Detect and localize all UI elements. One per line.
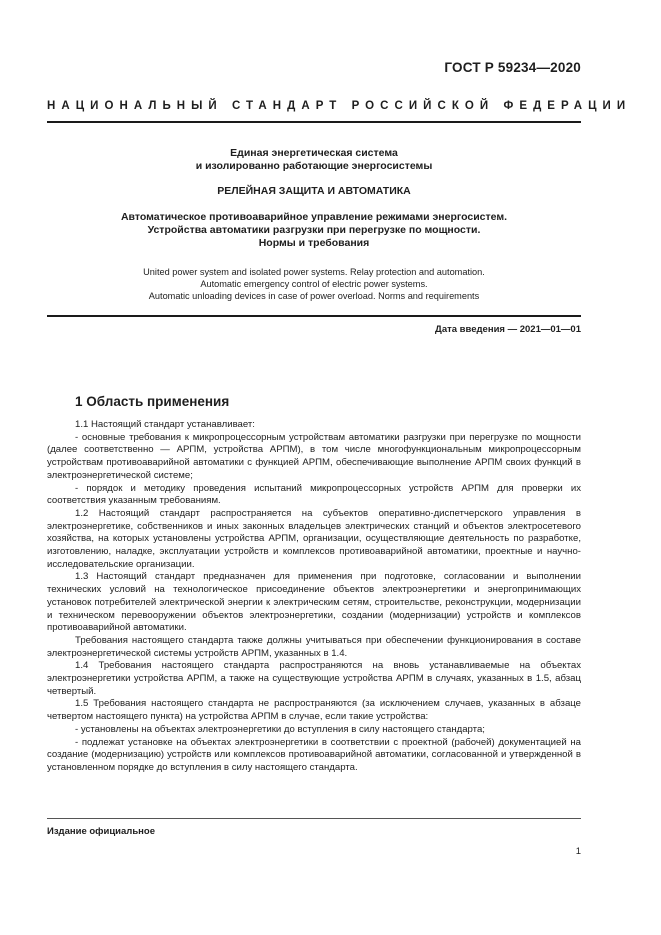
english-title	[47, 266, 581, 302]
top-divider	[47, 121, 581, 123]
paragraph: - основные требования к микропроцессорным устройствам автоматики разгрузки при перегрузке по мощности (далее соответственно — АРПМ, устройства АРПМ), в том числе многофункциональным микропроцессорным устройствам противоаварийной автоматики с функцией АРПМ, обеспечивающие выполнение АРПМ своих функций в электроэнергетической системе;	[47, 431, 581, 481]
paragraph: - подлежат установке на объектах электроэнергетики в соответствии с проектной (рабочей) документацией на создание (модернизацию) устройств или комплексов противоаварийной автоматики, согласованной и утвержденной в установленном порядке до вступления в силу настоящего стандарта.	[47, 736, 581, 773]
english-title-line: United power system and isolated power systems. Relay protection and automation.	[143, 267, 485, 277]
system-title-line: и изолированно работающие энергосистемы	[195, 160, 433, 172]
footer-divider	[47, 818, 581, 819]
subtitle-line: Нормы и требования	[258, 237, 370, 249]
subtitle-line: Автоматическое противоаварийное управление режимами энергосистем.	[120, 211, 508, 223]
introduction-date: Дата введения — 2021—01—01	[435, 324, 581, 335]
national-standard-title: НАЦИОНАЛЬНЫЙ СТАНДАРТ РОССИЙСКОЙ ФЕДЕРАЦИИ	[47, 100, 632, 112]
official-edition-label: Издание официальное	[47, 826, 155, 837]
paragraph: - порядок и методику проведения испытаний микропроцессорных устройств АРПМ для проверки их соответствия указанным требованиям.	[47, 482, 581, 507]
section-body	[47, 419, 581, 775]
english-title-line: Automatic emergency control of electric power systems.	[200, 279, 428, 289]
paragraph: 1.4 Требования настоящего стандарта распространяются на вновь устанавливаемые на объектах электроэнергетики устройства АРПМ, а также на существующие устройства АРПМ в случаях, указанных в 1.5, абзац четвертый.	[47, 660, 581, 697]
title-divider	[47, 315, 581, 317]
paragraph: - установлены на объектах электроэнергетики до вступления в силу настоящего стандарта;	[75, 723, 485, 735]
document-subtitle	[47, 211, 581, 250]
section-heading: 1 Область применения	[75, 394, 230, 409]
paragraph: 1.3 Настоящий стандарт предназначен для применения при подготовке, согласовании и выполнении технических условий на технологическое присоединение объектов электроэнергетики и энергопринимающих установок потребителей электрической энергии к электрическим сетям, строительстве, реконструкции, модернизации и техническом перевооружении объектов электроэнергетики, создании (модернизации) устройств и комплексов противоаварийной автоматики.	[47, 571, 581, 634]
subtitle-line: Устройства автоматики разгрузки при перегрузке по мощности.	[147, 224, 481, 236]
english-title-line: Automatic unloading devices in case of power overload. Norms and requirements	[148, 291, 480, 301]
paragraph: 1.5 Требования настоящего стандарта не распространяются (за исключением случаев, указанных в абзаце четвертом настоящего пункта) на устройства АРПМ в случае, если такие устройства:	[47, 698, 581, 723]
system-title	[47, 147, 581, 173]
page-number: 1	[575, 846, 581, 857]
paragraph: 1.2 Настоящий стандарт распространяется на субъектов оперативно-диспетчерского управления в электроэнергетике, собственников и иных законных владельцев электрических станций и объектов электросетевого хозяйства, на которых установлены устройства АРПМ, организации, осуществляющие деятельность по разработке, изготовлению, наладке, эксплуатации устройств и комплексов противоаварийной автоматики, проектные и научно-исследовательские организации.	[47, 507, 581, 570]
system-title-line: Единая энергетическая система	[230, 147, 398, 159]
paragraph: Требования настоящего стандарта также должны учитываться при обеспечении функционирования в составе электроэнергетической системы устройств АРПМ, указанных в 1.4.	[47, 634, 581, 659]
gost-number: ГОСТ Р 59234—2020	[444, 60, 581, 75]
relay-title: РЕЛЕЙНАЯ ЗАЩИТА И АВТОМАТИКА	[217, 185, 411, 197]
paragraph: 1.1 Настоящий стандарт устанавливает:	[75, 419, 255, 430]
